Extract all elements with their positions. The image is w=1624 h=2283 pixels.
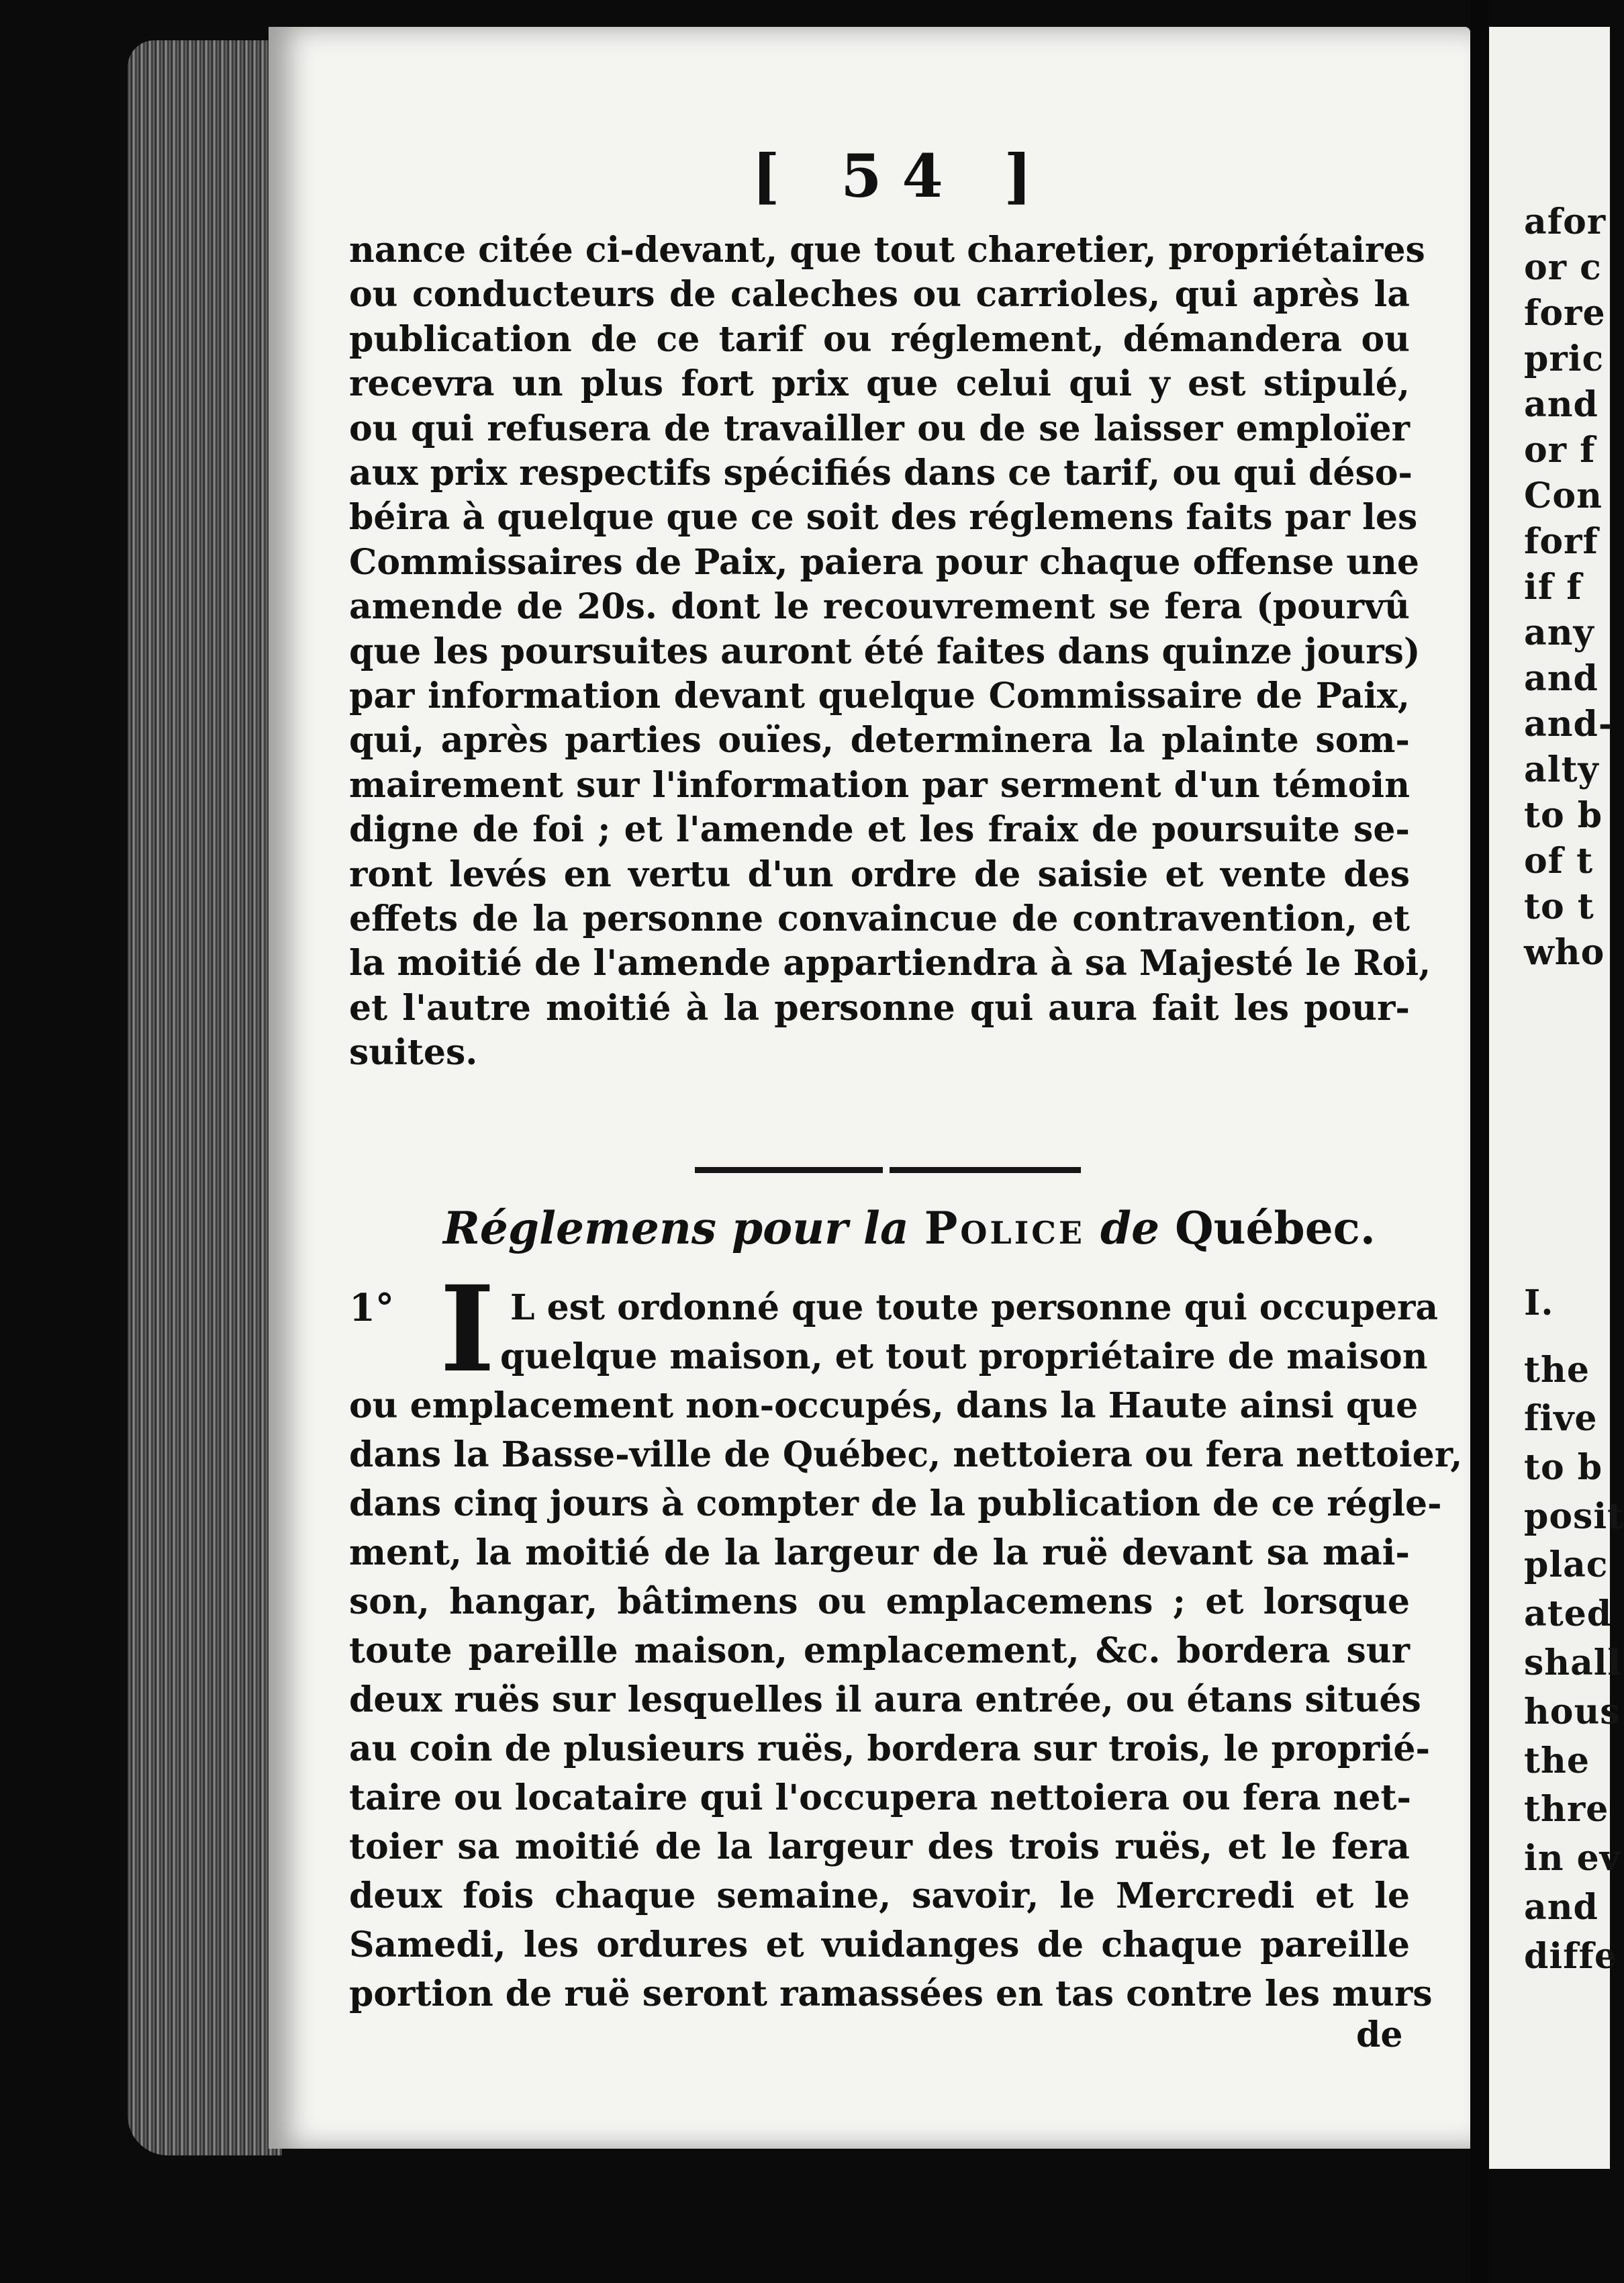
book-page-edges xyxy=(128,40,282,2155)
facing-page-text-fragment: thre xyxy=(1524,1789,1609,1830)
facing-page-text-fragment: Con xyxy=(1524,475,1603,516)
facing-page-text-fragment: alty xyxy=(1524,749,1599,790)
facing-page-text-fragment: to b xyxy=(1524,1447,1603,1488)
facing-page-text-fragment: pric xyxy=(1524,338,1605,379)
text-line: par information devant quelque Commissaire de Paix, xyxy=(349,675,1410,716)
section-title xyxy=(443,1202,1376,1254)
facing-page-text-fragment: I. xyxy=(1524,1283,1554,1323)
drop-capital: I xyxy=(440,1260,495,1399)
text-line: ou conducteurs de caleches ou carrioles, qui après la xyxy=(349,274,1410,316)
facing-page-text-fragment: and xyxy=(1524,384,1598,425)
section-title-part2: Police xyxy=(924,1202,1085,1254)
facing-page-text-fragment: to t xyxy=(1524,886,1594,927)
facing-page-text-fragment: fore xyxy=(1524,293,1606,334)
facing-page-text-fragment: if f xyxy=(1524,567,1582,608)
section-rule-left xyxy=(695,1167,883,1173)
text-line: amende de 20s. dont le recouvrement se fera (pourvû xyxy=(349,586,1410,628)
text-line: toier sa moitié de la largeur des trois ruës, et le fera xyxy=(349,1826,1410,1867)
text-line: ou emplacement non-occupés, dans la Haute ainsi que xyxy=(349,1385,1419,1426)
text-line: ou qui refusera de travailler ou de se laisser emploïer xyxy=(349,408,1410,449)
facing-page-text-fragment: forf xyxy=(1524,521,1598,562)
text-line: quelque maison, et tout propriétaire de maison xyxy=(500,1336,1428,1377)
text-line: publication de ce tarif ou réglement, démandera ou xyxy=(349,318,1410,360)
text-line: qui, après parties ouïes, determinera la plainte som- xyxy=(349,720,1410,761)
facing-page-text-fragment: five xyxy=(1524,1398,1598,1439)
text-line: ront levés en vertu d'un ordre de saisie et vente des xyxy=(349,853,1410,895)
facing-page-text-fragment: and xyxy=(1524,658,1598,699)
text-line: dans la Basse-ville de Québec, nettoiera ou fera nettoier, xyxy=(349,1434,1463,1475)
book-gutter xyxy=(1470,0,1489,2283)
text-line: effets de la personne convaincue de contravention, et xyxy=(349,898,1410,939)
facing-page-text-fragment: and xyxy=(1524,1887,1598,1928)
section-rule-right xyxy=(890,1167,1081,1173)
facing-page-text-fragment: the xyxy=(1524,1740,1590,1781)
text-line: portion de ruë seront ramassées en tas contre les murs xyxy=(349,1973,1433,2014)
section-title-part1: Réglemens pour la xyxy=(443,1202,909,1254)
text-line: ment, la moitié de la largeur de la ruë devant sa mai- xyxy=(349,1532,1410,1573)
facing-page-text-fragment: or c xyxy=(1524,247,1602,288)
text-line: deux fois chaque semaine, savoir, le Mercredi et le xyxy=(349,1875,1410,1916)
facing-page-text-fragment: or f xyxy=(1524,430,1596,471)
facing-page-fragment xyxy=(1489,27,1624,2169)
text-line: toute pareille maison, emplacement, &c. bordera sur xyxy=(349,1630,1410,1671)
facing-page-text-fragment: posit xyxy=(1524,1496,1624,1537)
text-line: mairement sur l'information par serment d'un témoin xyxy=(349,764,1410,806)
article-numeral: 1° xyxy=(349,1286,394,1330)
text-line: recevra un plus fort prix que celui qui y est stipulé, xyxy=(349,363,1410,405)
text-line: que les poursuites auront été faites dans quinze jours) xyxy=(349,631,1421,672)
facing-page-text-fragment: afor xyxy=(1524,201,1607,242)
page-header: [ 54 ] xyxy=(752,141,1053,211)
facing-page-text-fragment: the xyxy=(1524,1350,1590,1391)
section-title-part3: de xyxy=(1100,1202,1160,1254)
facing-page-text-fragment: to b xyxy=(1524,795,1603,836)
facing-page-text-fragment: hous xyxy=(1524,1691,1621,1732)
facing-page-text-fragment: diffe xyxy=(1524,1936,1617,1977)
text-line: deux ruës sur lesquelles il aura entrée, ou étans situés xyxy=(349,1679,1421,1720)
text-line: au coin de plusieurs ruës, bordera sur trois, le proprié- xyxy=(349,1728,1431,1769)
text-line: digne de foi ; et l'amende et les fraix de poursuite se- xyxy=(349,809,1410,851)
text-line: béira à quelque que ce soit des réglemens faits par les xyxy=(349,497,1418,539)
facing-page-text-fragment: in ev xyxy=(1524,1838,1621,1879)
text-line: taire ou locataire qui l'occupera nettoiera ou fera net- xyxy=(349,1777,1412,1818)
text-line: la moitié de l'amende appartiendra à sa Majesté le Roi, xyxy=(349,943,1431,984)
facing-page-text-fragment: ated xyxy=(1524,1593,1613,1634)
text-line: L est ordonné que toute personne qui occupera xyxy=(510,1287,1439,1328)
section-title-part4: Québec. xyxy=(1175,1202,1376,1254)
text-line: Samedi, les ordures et vuidanges de chaque pareille xyxy=(349,1924,1410,1965)
text-line: dans cinq jours à compter de la publication de ce régle- xyxy=(349,1483,1442,1524)
facing-page-text-fragment: shall xyxy=(1524,1642,1622,1683)
text-line: aux prix respectifs spécifiés dans ce tarif, ou qui déso- xyxy=(349,453,1413,494)
text-line: et l'autre moitié à la personne qui aura fait les pour- xyxy=(349,987,1410,1029)
text-line: suites. xyxy=(349,1032,478,1074)
catchword: de xyxy=(1356,2014,1403,2055)
text-line: son, hangar, bâtimens ou emplacemens ; et lorsque xyxy=(349,1581,1410,1622)
facing-page-text-fragment: plac xyxy=(1524,1544,1609,1585)
facing-page-text-fragment: and- xyxy=(1524,704,1614,745)
facing-page-text-fragment: any xyxy=(1524,612,1594,653)
text-line: nance citée ci-devant, que tout charetier, propriétaires xyxy=(349,230,1425,271)
text-line: Commissaires de Paix, paiera pour chaque offense une xyxy=(349,541,1419,583)
facing-page-text-fragment: who xyxy=(1524,932,1605,973)
facing-page-text-fragment: of t xyxy=(1524,841,1594,882)
